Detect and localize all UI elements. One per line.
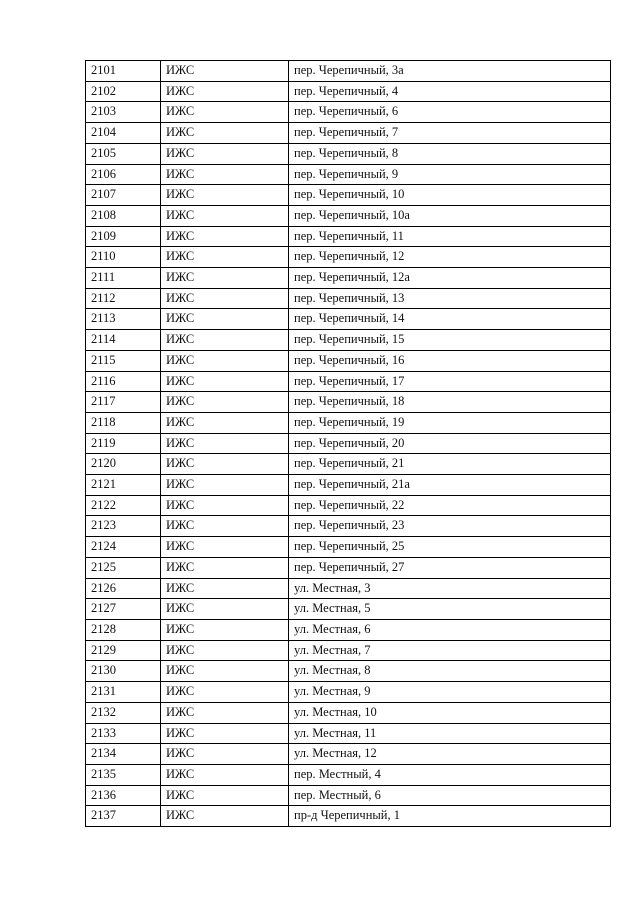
table-row — [86, 247, 611, 268]
address-cell: пер. Черепичный, 9 — [289, 164, 611, 185]
table-row — [86, 123, 611, 144]
table-row — [86, 350, 611, 371]
table-row — [86, 661, 611, 682]
building-type-cell: ИЖС — [161, 433, 289, 454]
table-row — [86, 557, 611, 578]
address-cell: пер. Местный, 4 — [289, 764, 611, 785]
table-row — [86, 61, 611, 82]
building-type-cell: ИЖС — [161, 516, 289, 537]
table-row — [86, 102, 611, 123]
building-type-cell: ИЖС — [161, 806, 289, 827]
address-cell: пер. Черепичный, 13 — [289, 288, 611, 309]
row-number-cell: 2110 — [86, 247, 161, 268]
address-cell: пер. Черепичный, 6 — [289, 102, 611, 123]
building-type-cell: ИЖС — [161, 350, 289, 371]
table-row — [86, 330, 611, 351]
table-row — [86, 412, 611, 433]
table-row — [86, 495, 611, 516]
building-type-cell: ИЖС — [161, 495, 289, 516]
address-cell: пер. Черепичный, 10а — [289, 205, 611, 226]
table-row — [86, 309, 611, 330]
building-type-cell: ИЖС — [161, 247, 289, 268]
building-type-cell: ИЖС — [161, 744, 289, 765]
table-row — [86, 185, 611, 206]
table-row — [86, 619, 611, 640]
row-number-cell: 2135 — [86, 764, 161, 785]
building-type-cell: ИЖС — [161, 578, 289, 599]
building-type-cell: ИЖС — [161, 268, 289, 289]
building-type-cell: ИЖС — [161, 61, 289, 82]
building-type-cell: ИЖС — [161, 723, 289, 744]
row-number-cell: 2119 — [86, 433, 161, 454]
table-row — [86, 475, 611, 496]
table-row — [86, 454, 611, 475]
address-cell: ул. Местная, 6 — [289, 619, 611, 640]
row-number-cell: 2134 — [86, 744, 161, 765]
table-row — [86, 682, 611, 703]
address-cell: пр-д Черепичный, 1 — [289, 806, 611, 827]
row-number-cell: 2123 — [86, 516, 161, 537]
row-number-cell: 2101 — [86, 61, 161, 82]
table-row — [86, 81, 611, 102]
address-cell: ул. Местная, 8 — [289, 661, 611, 682]
building-type-cell: ИЖС — [161, 164, 289, 185]
building-type-cell: ИЖС — [161, 81, 289, 102]
table-row — [86, 785, 611, 806]
row-number-cell: 2116 — [86, 371, 161, 392]
row-number-cell: 2131 — [86, 682, 161, 703]
row-number-cell: 2104 — [86, 123, 161, 144]
building-type-cell: ИЖС — [161, 661, 289, 682]
row-number-cell: 2117 — [86, 392, 161, 413]
table-row — [86, 578, 611, 599]
address-cell: пер. Черепичный, 18 — [289, 392, 611, 413]
address-cell: пер. Черепичный, 20 — [289, 433, 611, 454]
address-cell: пер. Черепичный, 15 — [289, 330, 611, 351]
building-type-cell: ИЖС — [161, 226, 289, 247]
row-number-cell: 2126 — [86, 578, 161, 599]
building-type-cell: ИЖС — [161, 599, 289, 620]
address-cell: ул. Местная, 9 — [289, 682, 611, 703]
row-number-cell: 2114 — [86, 330, 161, 351]
address-cell: ул. Местная, 5 — [289, 599, 611, 620]
row-number-cell: 2112 — [86, 288, 161, 309]
address-cell: ул. Местная, 11 — [289, 723, 611, 744]
table-row — [86, 806, 611, 827]
building-type-cell: ИЖС — [161, 371, 289, 392]
building-type-cell: ИЖС — [161, 640, 289, 661]
table-row — [86, 205, 611, 226]
address-cell: пер. Черепичный, 8 — [289, 143, 611, 164]
address-cell: пер. Черепичный, 17 — [289, 371, 611, 392]
row-number-cell: 2103 — [86, 102, 161, 123]
table-row — [86, 268, 611, 289]
address-cell: ул. Местная, 12 — [289, 744, 611, 765]
row-number-cell: 2133 — [86, 723, 161, 744]
address-cell: пер. Черепичный, 25 — [289, 537, 611, 558]
address-cell: пер. Черепичный, 10 — [289, 185, 611, 206]
building-type-cell: ИЖС — [161, 309, 289, 330]
row-number-cell: 2118 — [86, 412, 161, 433]
table-row — [86, 392, 611, 413]
building-type-cell: ИЖС — [161, 123, 289, 144]
table-row — [86, 723, 611, 744]
row-number-cell: 2127 — [86, 599, 161, 620]
building-type-cell: ИЖС — [161, 392, 289, 413]
building-type-cell: ИЖС — [161, 764, 289, 785]
address-cell: пер. Черепичный, 7 — [289, 123, 611, 144]
row-number-cell: 2113 — [86, 309, 161, 330]
row-number-cell: 2129 — [86, 640, 161, 661]
building-type-cell: ИЖС — [161, 454, 289, 475]
address-cell: пер. Черепичный, 4 — [289, 81, 611, 102]
row-number-cell: 2132 — [86, 702, 161, 723]
row-number-cell: 2102 — [86, 81, 161, 102]
row-number-cell: 2122 — [86, 495, 161, 516]
row-number-cell: 2121 — [86, 475, 161, 496]
building-type-cell: ИЖС — [161, 330, 289, 351]
address-cell: пер. Черепичный, 19 — [289, 412, 611, 433]
address-cell: пер. Черепичный, 27 — [289, 557, 611, 578]
address-cell: ул. Местная, 7 — [289, 640, 611, 661]
address-cell: пер. Черепичный, 23 — [289, 516, 611, 537]
row-number-cell: 2106 — [86, 164, 161, 185]
building-type-cell: ИЖС — [161, 682, 289, 703]
building-type-cell: ИЖС — [161, 412, 289, 433]
address-table — [85, 60, 611, 827]
address-cell: пер. Черепичный, 21 — [289, 454, 611, 475]
address-cell: пер. Черепичный, 11 — [289, 226, 611, 247]
table-row — [86, 288, 611, 309]
building-type-cell: ИЖС — [161, 102, 289, 123]
building-type-cell: ИЖС — [161, 619, 289, 640]
building-type-cell: ИЖС — [161, 475, 289, 496]
row-number-cell: 2111 — [86, 268, 161, 289]
address-cell: пер. Местный, 6 — [289, 785, 611, 806]
address-cell: пер. Черепичный, 22 — [289, 495, 611, 516]
table-row — [86, 516, 611, 537]
address-cell: ул. Местная, 10 — [289, 702, 611, 723]
building-type-cell: ИЖС — [161, 205, 289, 226]
row-number-cell: 2115 — [86, 350, 161, 371]
address-cell: пер. Черепичный, 21а — [289, 475, 611, 496]
address-cell: пер. Черепичный, 14 — [289, 309, 611, 330]
row-number-cell: 2124 — [86, 537, 161, 558]
building-type-cell: ИЖС — [161, 557, 289, 578]
table-row — [86, 764, 611, 785]
address-cell: пер. Черепичный, 3а — [289, 61, 611, 82]
row-number-cell: 2105 — [86, 143, 161, 164]
address-cell: пер. Черепичный, 12а — [289, 268, 611, 289]
table-row — [86, 143, 611, 164]
table-row — [86, 371, 611, 392]
row-number-cell: 2108 — [86, 205, 161, 226]
table-row — [86, 599, 611, 620]
address-cell: пер. Черепичный, 16 — [289, 350, 611, 371]
table-row — [86, 702, 611, 723]
row-number-cell: 2137 — [86, 806, 161, 827]
address-cell: пер. Черепичный, 12 — [289, 247, 611, 268]
row-number-cell: 2107 — [86, 185, 161, 206]
table-body — [86, 61, 611, 827]
building-type-cell: ИЖС — [161, 537, 289, 558]
building-type-cell: ИЖС — [161, 785, 289, 806]
table-row — [86, 433, 611, 454]
row-number-cell: 2125 — [86, 557, 161, 578]
table-row — [86, 537, 611, 558]
row-number-cell: 2109 — [86, 226, 161, 247]
row-number-cell: 2130 — [86, 661, 161, 682]
building-type-cell: ИЖС — [161, 702, 289, 723]
building-type-cell: ИЖС — [161, 185, 289, 206]
row-number-cell: 2120 — [86, 454, 161, 475]
building-type-cell: ИЖС — [161, 143, 289, 164]
table-row — [86, 164, 611, 185]
row-number-cell: 2128 — [86, 619, 161, 640]
table-row — [86, 744, 611, 765]
address-cell: ул. Местная, 3 — [289, 578, 611, 599]
row-number-cell: 2136 — [86, 785, 161, 806]
table-row — [86, 226, 611, 247]
table-row — [86, 640, 611, 661]
building-type-cell: ИЖС — [161, 288, 289, 309]
